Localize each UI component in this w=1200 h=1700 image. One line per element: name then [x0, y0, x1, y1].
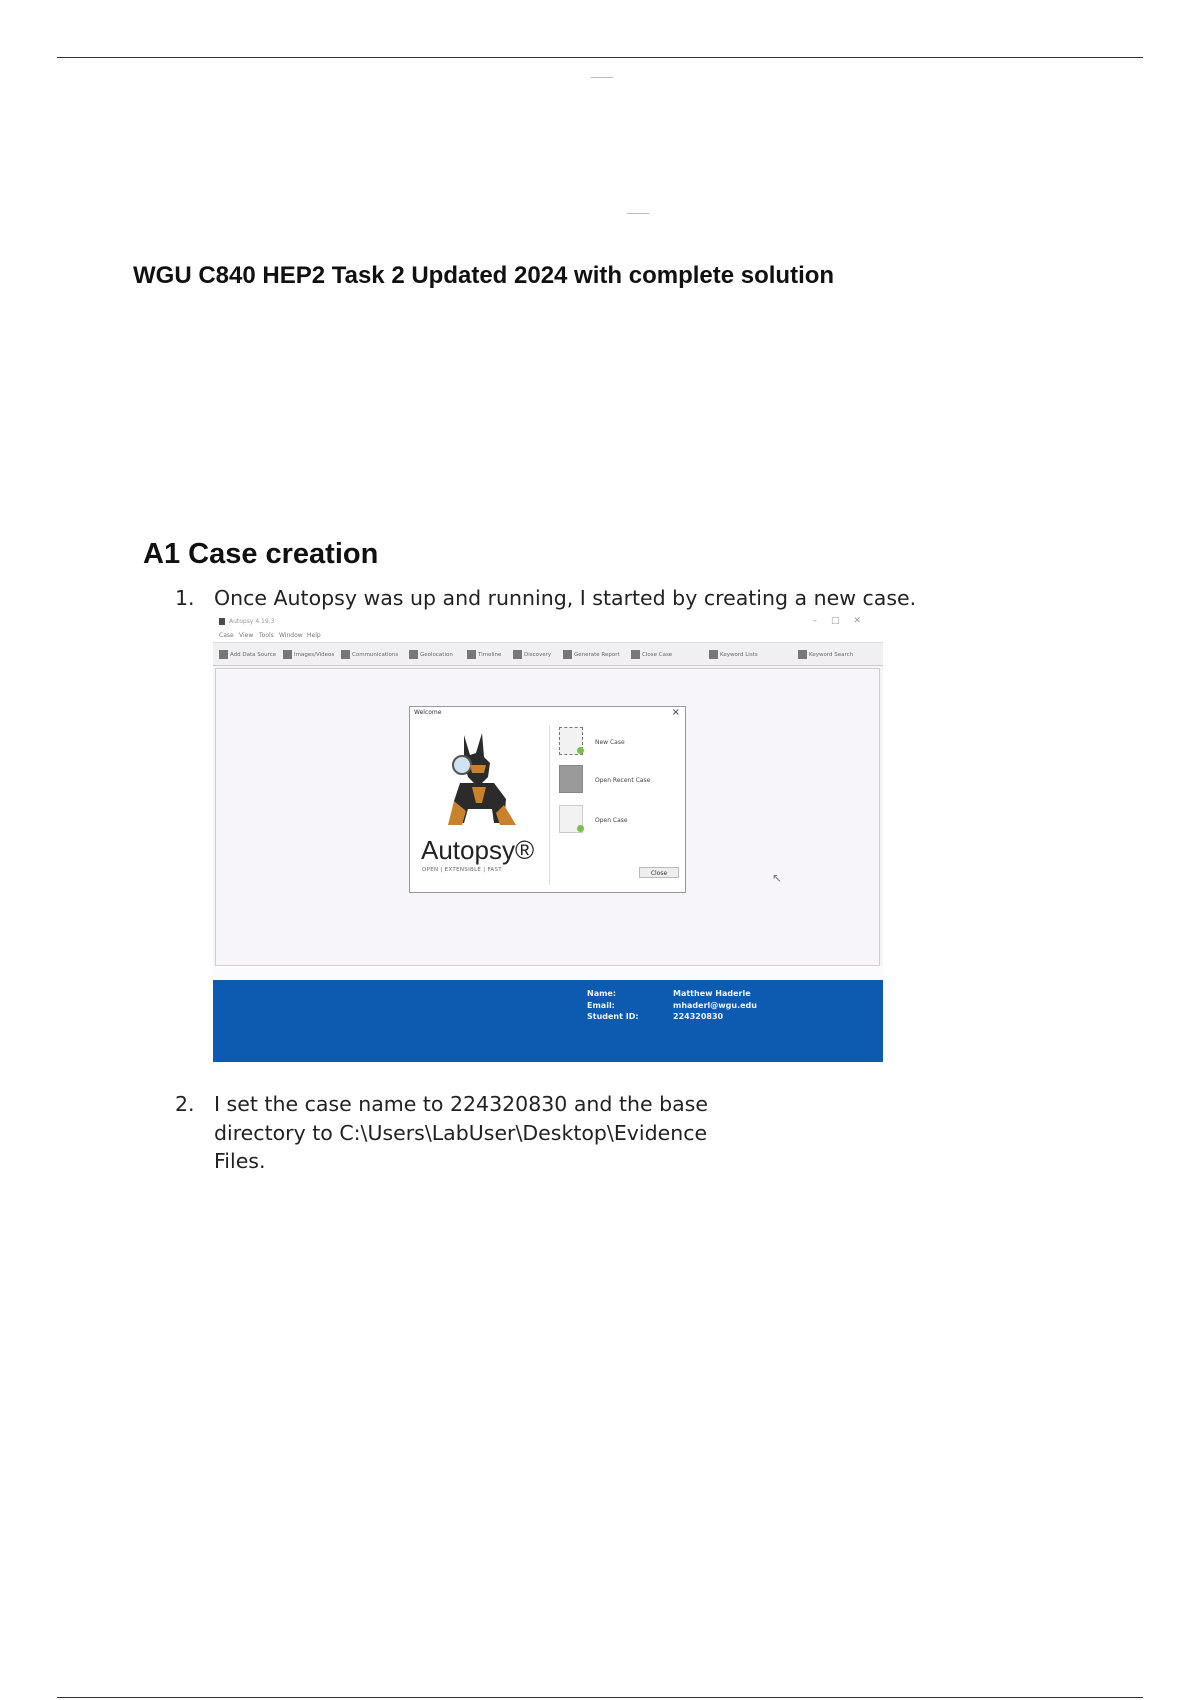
images-icon	[283, 650, 292, 659]
menu-tools[interactable]: Tools	[259, 632, 274, 639]
toolbar-geolocation[interactable]: Geolocation	[409, 650, 453, 659]
step-number: 1.	[175, 586, 195, 610]
new-case-option[interactable]: New Case	[559, 727, 679, 757]
toolbar-communications[interactable]: Communications	[341, 650, 398, 659]
menu-case[interactable]: Case	[219, 632, 234, 639]
section-heading: A1 Case creation	[143, 538, 379, 570]
toolbar-close-case[interactable]: Close Case	[631, 650, 672, 659]
recent-case-icon	[559, 765, 583, 793]
discovery-icon	[513, 650, 522, 659]
toolbar	[213, 642, 883, 666]
plus-badge-icon	[577, 747, 584, 754]
window-titlebar	[213, 614, 883, 630]
search-icon	[798, 650, 807, 659]
toolbar-add-data-source[interactable]: Add Data Source	[219, 650, 276, 659]
header-mark-secondary	[627, 213, 649, 214]
header-rule	[57, 57, 1143, 58]
student-info-bar	[213, 980, 883, 1062]
plus-icon	[219, 650, 228, 659]
dialog-close-button[interactable]: Close	[639, 867, 679, 878]
document-title: WGU C840 HEP2 Task 2 Updated 2024 with complete solution	[133, 262, 835, 289]
step-text: Once Autopsy was up and running, I started by creating a new case.	[214, 586, 917, 610]
dialog-title: Welcome	[414, 709, 442, 716]
window-controls: –□✕	[812, 616, 875, 626]
app-icon	[219, 618, 225, 625]
toolbar-images-videos[interactable]: Images/Videos	[283, 650, 334, 659]
close-case-icon	[631, 650, 640, 659]
welcome-dialog	[409, 706, 686, 893]
autopsy-screenshot	[213, 614, 883, 1062]
open-recent-case-option[interactable]: Open Recent Case	[559, 765, 679, 795]
window-title: Autopsy 4.19.3	[229, 618, 275, 625]
toolbar-keyword-search[interactable]: Keyword Search	[798, 650, 853, 659]
mouse-cursor-icon: ↖	[772, 871, 783, 885]
communications-icon	[341, 650, 350, 659]
autopsy-logo-text: Autopsy®	[421, 835, 535, 865]
student-info-values: Matthew Haderle mhaderl@wgu.edu 224320830	[673, 989, 757, 1021]
step-text: I set the case name to 224320830 and the base directory to C:\Users\LabUser\Desktop\Evidence Files.	[214, 1092, 708, 1173]
open-badge-icon	[577, 825, 584, 832]
dialog-divider	[549, 725, 550, 885]
report-icon	[563, 650, 572, 659]
close-icon[interactable]: ×	[671, 707, 680, 718]
location-pin-icon	[409, 650, 418, 659]
menu-help[interactable]: Help	[307, 632, 321, 639]
toolbar-keyword-lists[interactable]: Keyword Lists	[709, 650, 758, 659]
step-number: 2.	[175, 1092, 195, 1116]
open-case-option[interactable]: Open Case	[559, 805, 679, 835]
timeline-icon	[467, 650, 476, 659]
autopsy-dog-logo-icon	[424, 727, 534, 837]
autopsy-tagline: OPEN | EXTENSIBLE | FAST	[422, 867, 502, 873]
menu-view[interactable]: View	[239, 632, 254, 639]
toolbar-timeline[interactable]: Timeline	[467, 650, 501, 659]
menu-window[interactable]: Window	[279, 632, 303, 639]
student-info-labels: Name: Email: Student ID:	[587, 989, 639, 1021]
menu-bar	[213, 630, 883, 642]
footer-rule	[57, 1697, 1143, 1698]
toolbar-discovery[interactable]: Discovery	[513, 650, 551, 659]
keyword-lists-icon	[709, 650, 718, 659]
toolbar-generate-report[interactable]: Generate Report	[563, 650, 620, 659]
autopsy-window	[213, 614, 883, 966]
header-mark	[591, 77, 613, 78]
